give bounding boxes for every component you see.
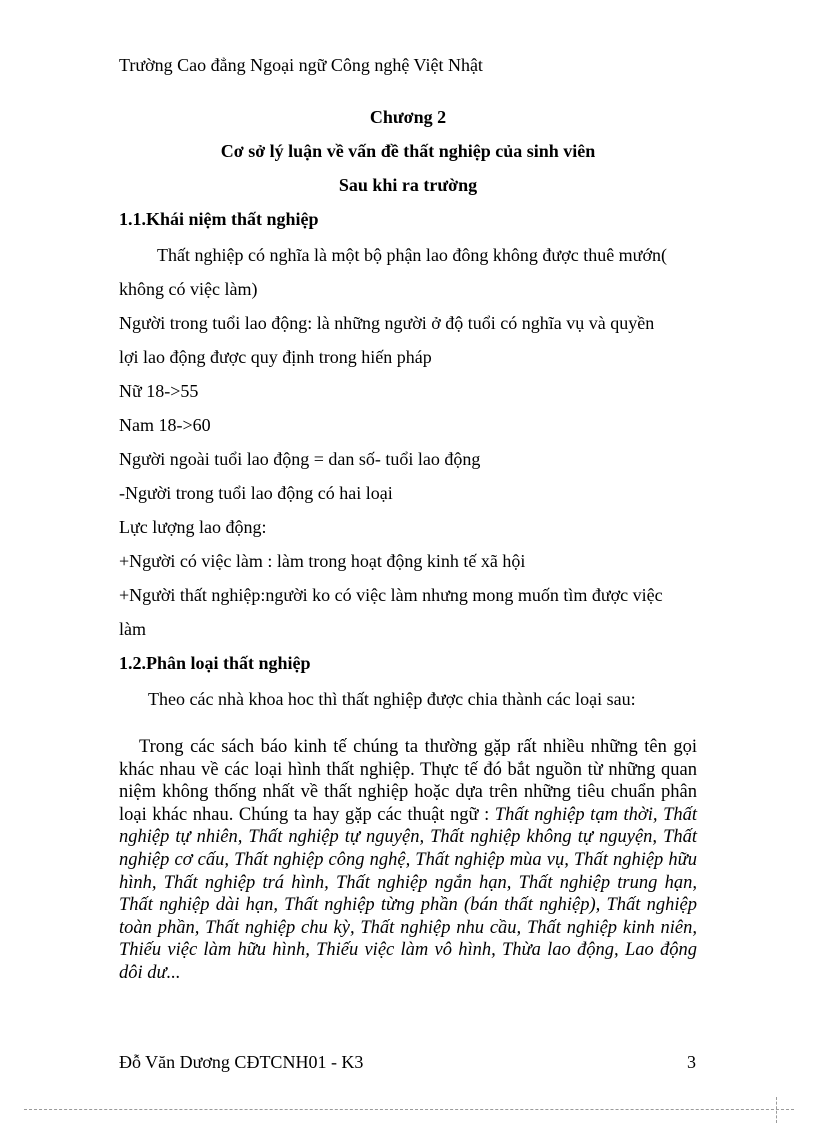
section-intro: Theo các nhà khoa hoc thì thất nghiệp được chia thành các loại sau: — [148, 689, 636, 709]
body-line: -Người trong tuổi lao động có hai loại — [119, 483, 393, 503]
body-line: +Người thất nghiệp:người ko có việc làm nhưng mong muốn tìm được việc — [119, 585, 663, 605]
chapter-title: Cơ sở lý luận về vấn đề thất nghiệp của sinh viên — [220, 141, 596, 161]
body-line: làm — [119, 619, 146, 639]
unemployment-types-list: Thất nghiệp tạm thời, Thất nghiệp tự nhiên, Thất nghiệp tự nguyện, Thất nghiệp không tự nguyện, Thất nghiệp cơ cấu, Thất nghiệp công nghệ, Thất nghiệp mùa vụ, Thất nghiệp hữu hình, Thất nghiệp trá hình, Thất nghiệp ngắn hạn, Thất nghiệp trung hạn, Thất nghiệp dài hạn, Thất nghiệp từng phần (bán thất nghiệp), Thất nghiệp toàn phần, Thất nghiệp chu kỳ, Thất nghiệp nhu cầu, Thất nghiệp kinh niên, Thiếu việc làm hữu hình, Thiếu việc làm vô hình, Thừa lao động, Lao động dôi dư... — [119, 804, 697, 983]
body-line: lợi lao động được quy định trong hiến pháp — [119, 347, 432, 367]
body-line: Lực lượng lao động: — [119, 517, 267, 537]
page-number: 3 — [687, 1052, 696, 1072]
body-line: Nữ 18->55 — [119, 381, 199, 401]
body-line: +Người có việc làm : làm trong hoạt động kinh tế xã hội — [119, 551, 526, 571]
footer-divider — [24, 1109, 794, 1110]
body-line: không có việc làm) — [119, 279, 258, 299]
page-edge-mark — [776, 1097, 785, 1123]
chapter-label: Chương 2 — [369, 107, 447, 127]
page-header: Trường Cao đẳng Ngoại ngữ Công nghệ Việt Nhật — [119, 55, 483, 75]
classification-paragraph — [119, 736, 697, 985]
footer-author: Đỗ Văn Dương CĐTCNH01 - K3 — [119, 1052, 364, 1072]
paragraph-text: Trong các sách báo kinh tế chúng ta thường gặp rất nhiều những tên gọi khác nhau về các loại hình thất nghiệp. Thực tế đó bắt nguồn từ những quan niệm không thống nhất về thất nghiệp hoặc dựa trên những tiêu chuẩn phân loại khác nhau. Chúng ta hay gặp các thuật ngữ : — [119, 737, 697, 825]
section-heading-1-2: 1.2.Phân loại thất nghiệp — [119, 653, 311, 673]
body-line: Thất nghiệp có nghĩa là một bộ phận lao đông không được thuê mướn( — [157, 245, 667, 265]
section-heading-1-1: 1.1.Khái niệm thất nghiệp — [119, 209, 319, 229]
chapter-subtitle: Sau khi ra trường — [338, 175, 478, 195]
body-line: Người ngoài tuổi lao động = dan số- tuổi lao động — [119, 449, 481, 469]
body-line: Nam 18->60 — [119, 415, 211, 435]
body-line: Người trong tuổi lao động: là những người ở độ tuổi có nghĩa vụ và quyền — [119, 313, 655, 333]
